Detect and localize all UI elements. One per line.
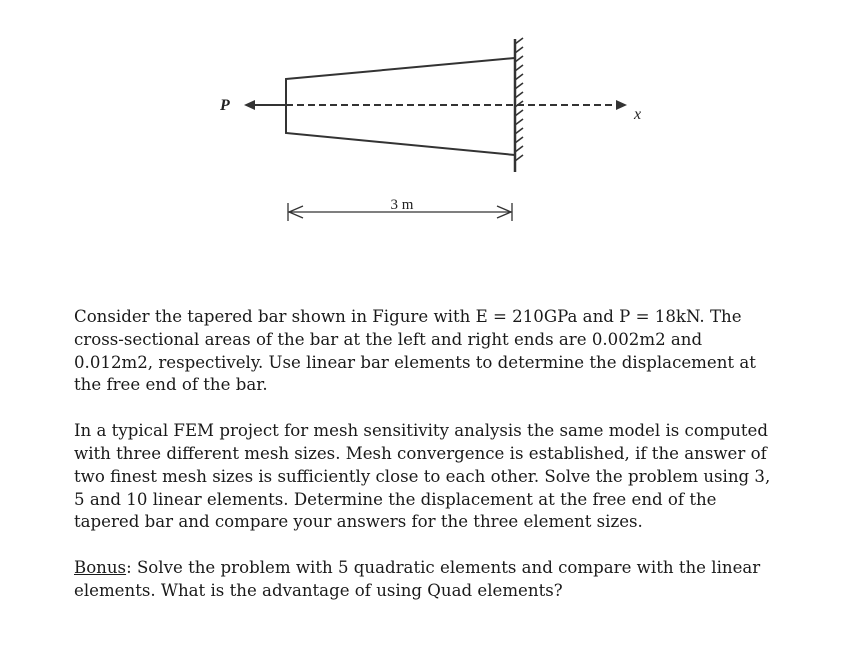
paragraph-bonus [74,557,786,603]
tapered-bar [286,58,515,155]
x-axis-label: x [634,106,642,123]
load-arrow [244,100,286,110]
problem-statement [74,306,786,626]
length-label: 3 m [390,197,414,213]
load-label: P [220,97,230,114]
paragraph-mesh-study: In a typical FEM project for mesh sensitivity analysis the same model is computed with three different mesh sizes. Mesh convergence is established, if the answer of two finest mesh sizes is sufficiently close to each other. Solve the problem using 3, 5 and 10 linear elements. Determine the displacement at the free end of the tapered bar and compare your answers for the three element sizes. [74,421,771,532]
paragraph-problem: Consider the tapered bar shown in Figure with E = 210GPa and P = 18kN. The cross-sectional areas of the bar at the left and right ends are 0.002m2 and 0.012m2, respectively. Use linear bar elements to determine the displacement at the free end of the bar. [74,307,756,395]
bonus-text: : Solve the problem with 5 quadratic elements and compare with the linear elements. What is the advantage of using Quad elements? [74,558,761,600]
tapered-bar-figure [0,0,845,240]
x-axis-arrowhead [616,100,627,110]
bonus-label: Bonus [74,558,127,578]
